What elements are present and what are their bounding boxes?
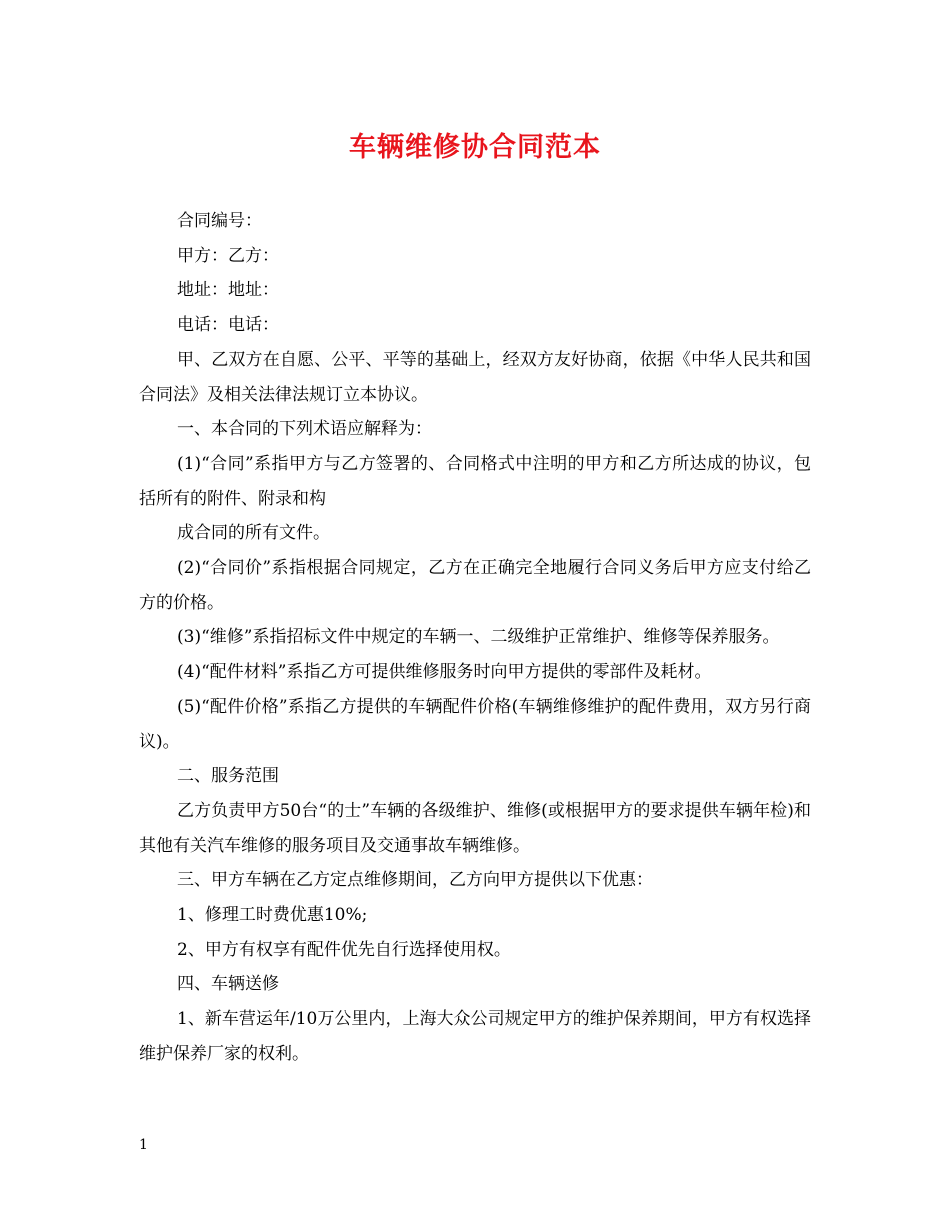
term-parts-paragraph: (4)“配件材料”系指乙方可提供维修服务时向甲方提供的零部件及耗材。	[177, 662, 712, 683]
section-heading-discounts: 三、甲方车辆在乙方定点维修期间，乙方向甲方提供以下优惠：	[177, 870, 653, 891]
parties-line: 甲方：乙方：	[177, 245, 279, 266]
term-parts-price-paragraph: (5)“配件价格”系指乙方提供的车辆配件价格(车辆维修维护的配件费用，双方另行商议)。	[139, 696, 811, 752]
document-title: 车辆维修协合同范本	[349, 132, 601, 163]
section-heading-delivery: 四、车辆送修	[177, 974, 279, 995]
discount-item-1: 1、修理工时费优惠10%;	[177, 905, 368, 926]
term-contract-continuation: 成合同的所有文件。	[177, 523, 330, 544]
contract-number-line: 合同编号：	[177, 211, 262, 231]
discount-item-2: 2、甲方有权享有配件优先自行选择使用权。	[177, 939, 511, 960]
scope-paragraph: 乙方负责甲方50台“的士”车辆的各级维护、维修(或根据甲方的要求提供车辆年检)和其他有关汽车维修的服务项目及交通事故车辆维修。	[139, 800, 811, 856]
delivery-item-1: 1、新车营运年/10万公里内，上海大众公司规定甲方的维护保养期间，甲方有权选择维护保养厂家的权利。	[139, 1009, 811, 1064]
term-price-paragraph: (2)“合同价”系指根据合同规定，乙方在正确完全地履行合同义务后甲方应支付给乙方的价格。	[139, 558, 811, 613]
document-body	[139, 204, 811, 1072]
phone-line: 电话：电话：	[177, 315, 279, 336]
section-heading-scope: 二、服务范围	[177, 766, 279, 787]
preamble-paragraph: 甲、乙双方在自愿、公平、平等的基础上，经双方友好协商，依据《中华人民共和国合同法》及相关法律法规订立本协议。	[139, 349, 811, 405]
page-number: 1	[139, 1137, 148, 1153]
section-heading-terms: 一、本合同的下列术语应解释为：	[177, 419, 432, 440]
term-repair-paragraph: (3)“维修”系指招标文件中规定的车辆一、二级维护正常维护、维修等保养服务。	[177, 627, 780, 648]
address-line: 地址：地址：	[177, 280, 279, 301]
term-contract-paragraph: (1)“合同”系指甲方与乙方签署的、合同格式中注明的甲方和乙方所达成的协议，包括所有的附件、附录和构	[139, 453, 811, 509]
